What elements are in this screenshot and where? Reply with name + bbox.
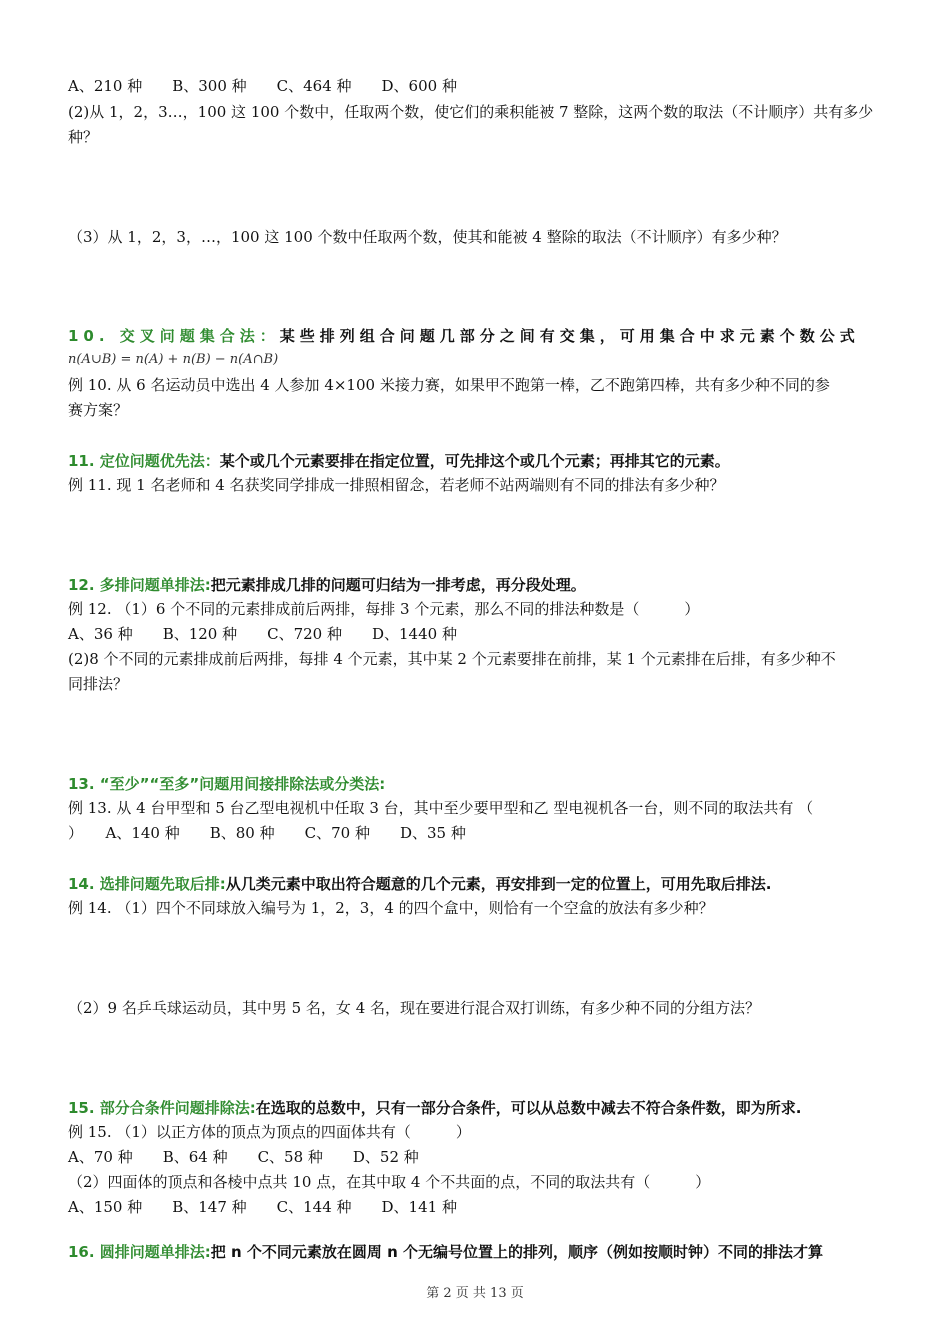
option-line: A、150 种 B、147 种 C、144 种 D、141 种	[68, 1198, 457, 1216]
section-title: 13. “至少”“至多”问题用间接排除法或分类法:	[68, 775, 386, 793]
example-line: 例 12. （1）6 个不同的元素排成前后两排，每排 3 个元素，那么不同的排法种数是（ ）	[68, 600, 700, 618]
section-14-heading	[68, 874, 772, 894]
section-description: 把 n 个不同元素放在圆周 n 个无编号位置上的排列，顺序（例如按顺时钟）不同的排法才算	[210, 1243, 824, 1261]
section-title: 11. 定位问题优先法：	[68, 452, 220, 470]
section-title: 14. 选排问题先取后排:	[68, 875, 226, 893]
question-line: 种？	[68, 128, 99, 146]
section-title: 15. 部分合条件问题排除法:	[68, 1099, 256, 1117]
section-description: 某些排列组合问题几部分之间有交集，可用集合中求元素个数公式	[279, 327, 860, 345]
section-12-heading	[68, 575, 586, 595]
section-16-heading	[68, 1242, 823, 1262]
section-description: 把元素排成几排的问题可归结为一排考虑，再分段处理。	[210, 576, 586, 594]
example-line: （2）9 名乒乓球运动员，其中男 5 名，女 4 名，现在要进行混合双打训练，有多少种不同的分组方法？	[68, 999, 761, 1017]
section-description: 某个或几个元素要排在指定位置，可先排这个或几个元素；再排其它的元素。	[219, 452, 730, 470]
section-15-heading	[68, 1098, 802, 1118]
section-description: 在选取的总数中，只有一部分合条件，可以从总数中减去不符合条件数，即为所求.	[255, 1099, 802, 1117]
example-line: （2）四面体的顶点和各棱中点共 10 点，在其中取 4 个不共面的点，不同的取法共有（ ）	[68, 1173, 711, 1191]
example-line: (2)8 个不同的元素排成前后两排，每排 4 个元素，其中某 2 个元素要排在前排，某 1 个元素排在后排，有多少种不	[68, 650, 836, 668]
example-line: 例 14. （1）四个不同球放入编号为 1，2，3，4 的四个盒中，则恰有一个空盒的放法有多少种？	[68, 899, 714, 917]
section-11-heading	[68, 451, 730, 471]
section-description: 从几类元素中取出符合题意的几个元素，再安排到一定的位置上，可用先取后排法.	[225, 875, 772, 893]
set-formula: n(A∪B) = n(A) + n(B) − n(A∩B)	[68, 352, 279, 367]
section-title: 10. 交叉问题集合法：	[68, 327, 280, 345]
section-10-heading	[68, 326, 860, 346]
option-line: A、70 种 B、64 种 C、58 种 D、52 种	[68, 1148, 419, 1166]
example-line: 同排法？	[68, 675, 129, 693]
section-title: 12. 多排问题单排法:	[68, 576, 211, 594]
question-line: (2)从 1，2，3…，100 这 100 个数中，任取两个数，使它们的乘积能被 7 整除，这两个数的取法（不计顺序）共有多少	[68, 103, 874, 121]
example-line: 例 13. 从 4 台甲型和 5 台乙型电视机中任取 3 台，其中至少要甲型和乙 型电视机各一台，则不同的取法共有 （	[68, 799, 814, 817]
example-line: 赛方案？	[68, 401, 129, 419]
question-line: （3）从 1，2，3，…，100 这 100 个数中任取两个数，使其和能被 4 整除的取法（不计顺序）有多少种？	[68, 228, 787, 246]
example-line: 例 10. 从 6 名运动员中选出 4 人参加 4×100 米接力赛，如果甲不跑第一棒，乙不跑第四棒，共有多少种不同的参	[68, 376, 830, 394]
option-line: ） A、140 种 B、80 种 C、70 种 D、35 种	[68, 824, 466, 842]
section-13-heading	[68, 774, 385, 794]
example-line: 例 11. 现 1 名老师和 4 名获奖同学排成一排照相留念，若老师不站两端则有不同的排法有多少种？	[68, 476, 725, 494]
page-footer: 第 2 页 共 13 页	[426, 1286, 524, 1301]
example-line: 例 15. （1）以正方体的顶点为顶点的四面体共有（ ）	[68, 1123, 471, 1141]
section-title: 16. 圆排问题单排法:	[68, 1243, 211, 1261]
option-line: A、210 种 B、300 种 C、464 种 D、600 种	[68, 77, 457, 95]
option-line: A、36 种 B、120 种 C、720 种 D、1440 种	[68, 625, 457, 643]
